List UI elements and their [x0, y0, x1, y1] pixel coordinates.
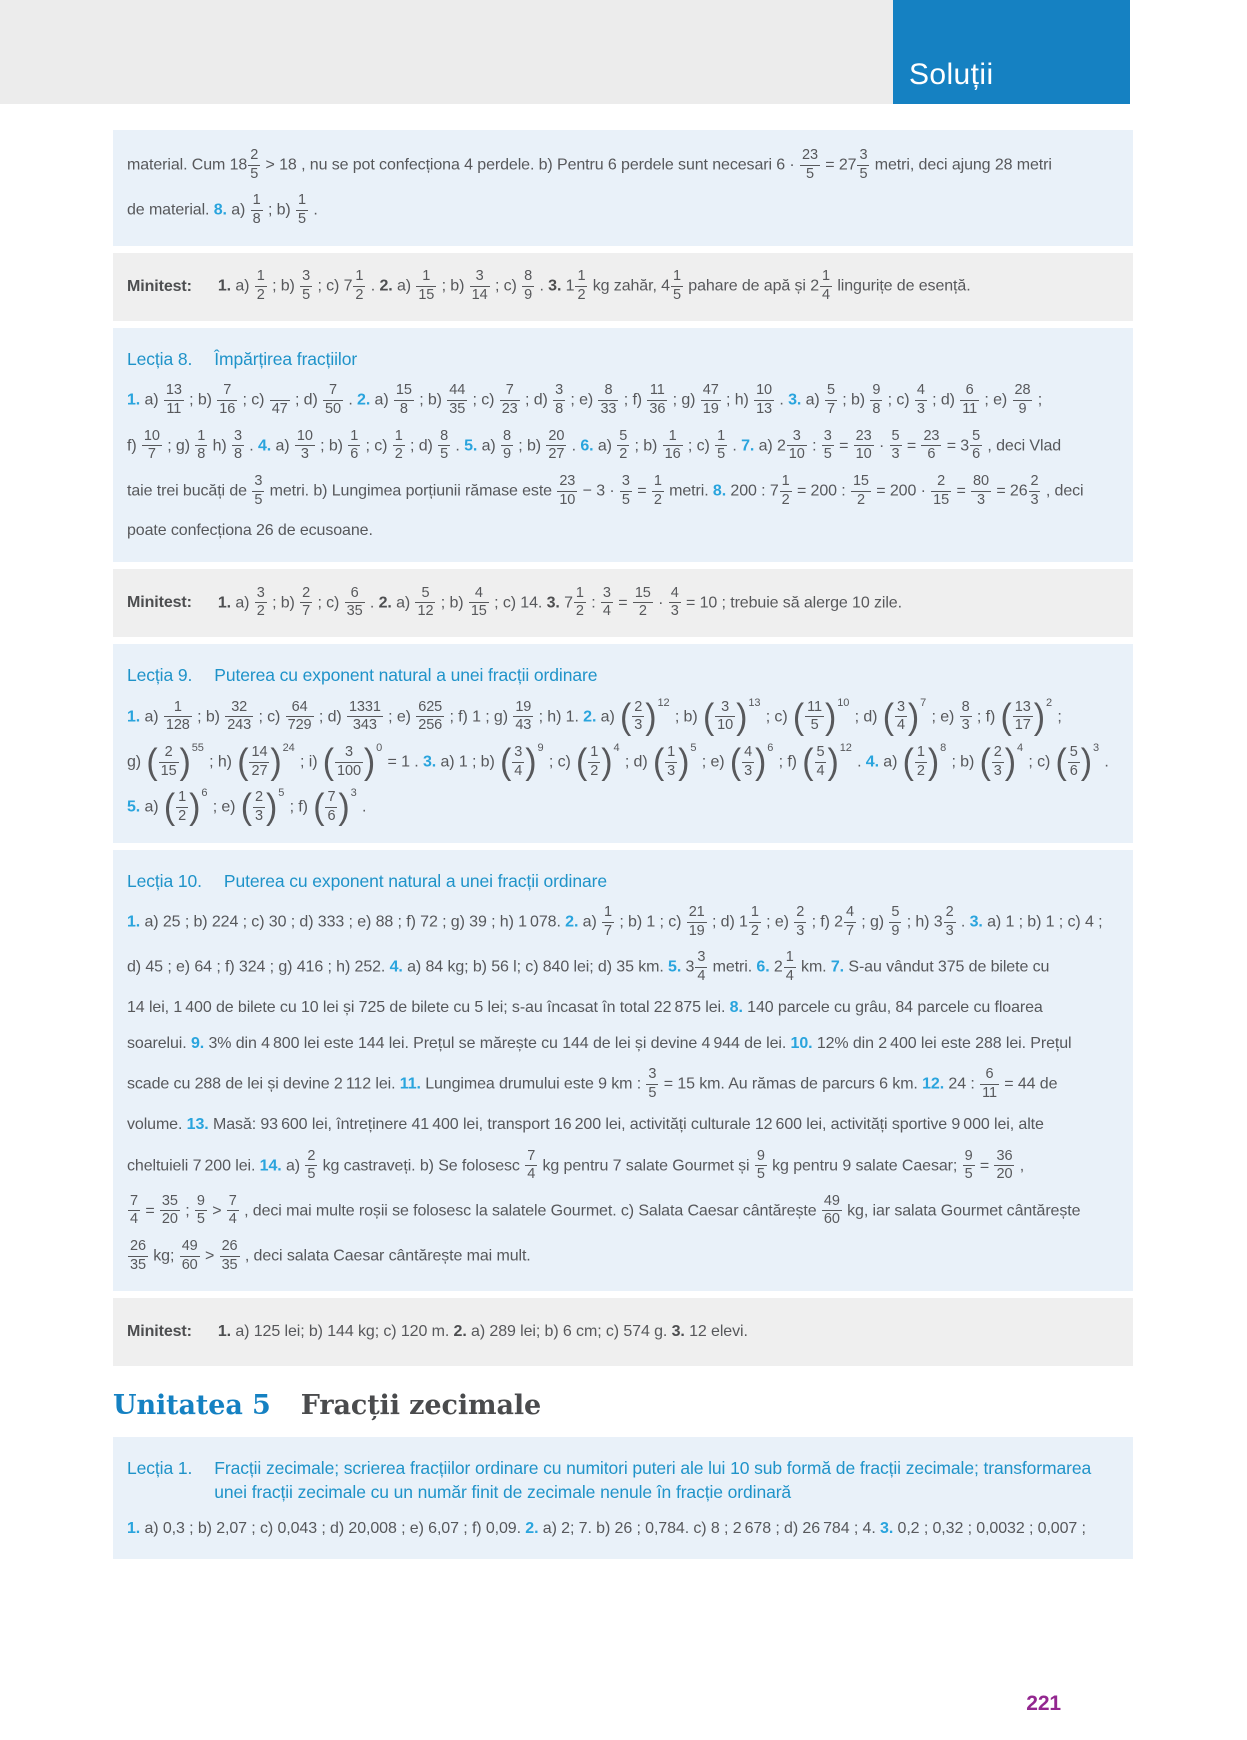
minitest-label: Minitest: — [127, 593, 192, 611]
lesson-9-box — [113, 644, 1133, 843]
solution-paragraph: f) $\frac{10}{7}$ ; g) $\frac{1}{8}$ h) $\frac{3}{8}$ . 4. a) $\frac{10}{3}$ ; b) $\frac{1}{6}$ ; c) $\frac{1}{2}$ ; d) $\frac{8}{5}$ . 5. a) $\frac{8}{9}$ ; b) $\frac{20}{27}$ . 6. a) $\frac{5}{2}$ ; b) $\frac{1}{16}$ ; c) $\frac{1}{5}$ . 7. a) 2 $\frac{3}{10}$ : $\frac{3}{5}$ = $\frac{23}{10}$ · $\frac{5}{3}$ = $\frac{23}{6}$ = 3 $\frac{5}{6}$ , deci Vlad — [127, 427, 1062, 463]
minitest-answers: 1. a) 125 lei; b) 144 kg; c) 120 m. 2. a) 289 lei; b) 6 cm; c) 574 g. 3. 12 elevi. — [217, 1323, 748, 1341]
lesson-label: Lecția 8. — [127, 348, 193, 369]
page-title: Soluții — [909, 58, 994, 91]
minitest-answers: 1. a) $\frac{1}{2}$ ; b) $\frac{3}{5}$ ; c) 7 $\frac{1}{2}$ . 2. a) $\frac{1}{15}$ ; b) $\frac{3}{14}$ ; c) $\frac{8}{9}$ . 3. 1 $\frac{1}{2}$ kg zahăr, 4 $\frac{1}{5}$ pahare de apă și 2 $\frac{1}{4}$ lingurițe de esență. — [217, 268, 971, 304]
solution-paragraph: scade cu 288 de lei și devine 2 112 lei. 11. Lungimea drumului este 9 km : $\frac{3}{5}$ = 15 km. Au rămas de parcurs 6 km. 12. 24 : $\frac{6}{11}$ = 44 de — [127, 1066, 1058, 1102]
lesson-9-title-row — [127, 664, 1119, 688]
solution-paragraph: 1. a) $\frac{13}{11}$ ; b) $\frac{7}{16}$ ; c) 47 ; d) $\frac{7}{50}$ . 2. a) $\frac{15}{8}$ ; b) $\frac{44}{35}$ ; c) $\frac{7}{23}$ ; d) $\frac{3}{8}$ ; e) $\frac{8}{33}$ ; f) $\frac{11}{36}$ ; g) $\frac{47}{19}$ ; h) $\frac{10}{13}$ . 3. a) $\frac{5}{7}$ ; b) $\frac{9}{8}$ ; c) $\frac{4}{3}$ ; d) $\frac{6}{11}$ ; e) $\frac{28}{9}$ ; — [127, 382, 1043, 417]
minitest-box-2 — [113, 569, 1133, 637]
lesson-title: Puterea cu exponent natural a unei fracții ordinare — [214, 664, 598, 685]
lesson-10-title-row — [127, 870, 1119, 894]
lesson-1-title-row — [127, 1457, 1119, 1504]
lesson-label: Lecția 1. — [127, 1458, 193, 1479]
lesson-label: Lecția 9. — [127, 664, 193, 685]
solutions-content — [113, 130, 1133, 1559]
solution-paragraph: material. Cum 18 $\frac{2}{5}$ > 18 , nu se pot confecționa 4 perdele. b) Pentru 6 perdele sunt necesari 6 · $\frac{23}{5}$ = 27 $\frac{3}{5}$ metri, deci ajung 28 metri — [127, 147, 1052, 182]
solution-paragraph: g) ( $\frac{2}{15}$ ) 55 ; h) ( $\frac{14}{27}$ ) 24 ; i) ( $\frac{3}{100}$ ) 0 = 1 . 3. a) 1 ; b) ( $\frac{3}{4}$ ) 9 ; c) ( $\frac{1}{2}$ ) 4 ; d) ( $\frac{1}{3}$ ) 5 ; e) ( $\frac{4}{3}$ ) 6 ; f) ( $\frac{5}{4}$ ) 12 . 4. a) ( $\frac{1}{2}$ ) 8 ; b) ( $\frac{2}{3}$ ) 4 ; c) ( $\frac{5}{6}$ ) 3 . — [127, 741, 1109, 783]
unit-heading — [113, 1390, 1133, 1421]
lesson-8-box — [113, 328, 1133, 562]
solution-paragraph: soarelui. 9. 3% din 4 800 lei este 144 lei. Prețul se mărește cu 144 de lei și devine 4 944 de lei. 10. 12% din 2 400 lei este 288 lei. Prețul — [127, 1034, 1072, 1052]
lesson-1-box — [113, 1437, 1133, 1559]
solution-paragraph: taie trei bucăți de $\frac{3}{5}$ metri. b) Lungimea porțiunii rămase este $\frac{23}{10}$ − 3 · $\frac{3}{5}$ = $\frac{1}{2}$ metri. 8. 200 : 7 $\frac{1}{2}$ = 200 : $\frac{15}{2}$ = 200 · $\frac{2}{15}$ = $\frac{80}{3}$ = 26 $\frac{2}{3}$ , deci — [127, 472, 1084, 508]
page-number: 221 — [1026, 1692, 1061, 1715]
lesson-title: Fracții zecimale; scrierea fracțiilor ordinare cu numitori puteri ale lui 10 sub formă de fracții zecimale; transformarea unei fracții zecimale cu un număr finit de zecimale nenule în fracție ordinară — [214, 1458, 1092, 1503]
minitest-label: Minitest: — [127, 1323, 192, 1341]
lesson-label: Lecția 10. — [127, 870, 202, 891]
minitest-label: Minitest: — [127, 277, 192, 295]
solutions-tab — [893, 0, 1130, 104]
top-bar — [0, 0, 1247, 104]
solution-paragraph: 1. a) $\frac{1}{128}$ ; b) $\frac{32}{243}$ ; c) $\frac{64}{729}$ ; d) $\frac{1331}{343}$ ; e) $\frac{625}{256}$ ; f) 1 ; g) $\frac{19}{43}$ ; h) 1. 2. a) ( $\frac{2}{3}$ ) 12 ; b) ( $\frac{3}{10}$ ) 13 ; c) ( $\frac{11}{5}$ ) 10 ; d) ( $\frac{3}{4}$ ) 7 ; e) $\frac{8}{3}$ ; f) ( $\frac{13}{17}$ ) 2 ; — [127, 696, 1062, 737]
lesson-title: Împărțirea fracțiilor — [214, 348, 358, 369]
solution-paragraph: 1. a) 0,3 ; b) 2,07 ; c) 0,043 ; d) 20,008 ; e) 6,07 ; f) 0,09. 2. a) 2; 7. b) 26 ; 0,784. c) 8 ; 2 678 ; d) 26 784 ; 4. 3. 0,2 ; 0,32 ; 0,0032 ; 0,007 ; — [127, 1519, 1086, 1537]
solution-paragraph: 1. a) 25 ; b) 224 ; c) 30 ; d) 333 ; e) 88 ; f) 72 ; g) 39 ; h) 1 078. 2. a) $\frac{1}{7}$ ; b) 1 ; c) $\frac{21}{19}$ ; d) 1 $\frac{1}{2}$ ; e) $\frac{2}{3}$ ; f) 2 $\frac{4}{7}$ ; g) $\frac{5}{9}$ ; h) 3 $\frac{2}{3}$ . 3. a) 1 ; b) 1 ; c) 4 ; — [127, 904, 1103, 939]
intro-box — [113, 130, 1133, 246]
solution-paragraph: $\frac{7}{4}$ = $\frac{35}{20}$ ; $\frac{9}{5}$ > $\frac{7}{4}$ , deci mai multe roșii se folosesc la salatele Gourmet. c) Salata Caesar cântărește $\frac{49}{60}$ kg, iar salata Gourmet cântărește — [130, 1192, 1081, 1228]
unit-title: Fracții zecimale — [300, 1390, 542, 1422]
lesson-8-title-row — [127, 348, 1119, 372]
unit-label: Unitatea 5 — [113, 1390, 271, 1422]
minitest-box-3 — [113, 1298, 1133, 1366]
solution-paragraph: poate confecționa 26 de ecusoane. — [127, 522, 373, 540]
solution-paragraph: de material. 8. a) $\frac{1}{8}$ ; b) $\frac{1}{5}$ . — [127, 192, 318, 227]
solution-paragraph: cheltuieli 7 200 lei. 14. a) $\frac{2}{5}$ kg castraveți. b) Se folosesc $\frac{7}{4}$ kg pentru 7 salate Gourmet și $\frac{9}{5}$ kg pentru 9 salate Caesar; $\frac{9}{5}$ = $\frac{36}{20}$ , — [127, 1147, 1025, 1183]
solution-paragraph: $\frac{26}{35}$ kg; $\frac{49}{60}$ > $\frac{26}{35}$ , deci salata Caesar cântărește mai mult. — [130, 1238, 531, 1273]
lesson-title: Puterea cu exponent natural a unei fracții ordinare — [223, 870, 607, 891]
solution-paragraph: 14 lei, 1 400 de bilete cu 10 lei și 725 de bilete cu 5 lei; s-au încasat în total 22 875 lei. 8. 140 parcele cu grâu, 84 parcele cu floarea — [127, 998, 1043, 1016]
minitest-box-1 — [113, 253, 1133, 321]
lesson-10-box — [113, 850, 1133, 1292]
minitest-answers: 1. a) $\frac{3}{2}$ ; b) $\frac{2}{7}$ ; c) $\frac{6}{35}$ . 2. a) $\frac{5}{12}$ ; b) $\frac{4}{15}$ ; c) 14. 3. 7 $\frac{1}{2}$ : $\frac{3}{4}$ = $\frac{15}{2}$ · $\frac{4}{3}$ = 10 ; trebuie să alerge 10 zile. — [217, 584, 902, 620]
solution-paragraph: 5. a) ( $\frac{1}{2}$ ) 6 ; e) ( $\frac{2}{3}$ ) 5 ; f) ( $\frac{7}{6}$ ) 3 . — [127, 787, 367, 828]
solution-paragraph: d) 45 ; e) 64 ; f) 324 ; g) 416 ; h) 252. 4. a) 84 kg; b) 56 l; c) 840 lei; d) 35 km. 5. 3 $\frac{3}{4}$ metri. 6. 2 $\frac{1}{4}$ km. 7. S-au vândut 375 de bilete cu — [127, 949, 1050, 985]
header-gray-bar — [0, 0, 893, 104]
solution-paragraph: volume. 13. Masă: 93 600 lei, întreținere 41 400 lei, transport 16 200 lei, activități culturale 12 600 lei, activități sportive 9 000 lei, alte — [127, 1115, 1044, 1133]
